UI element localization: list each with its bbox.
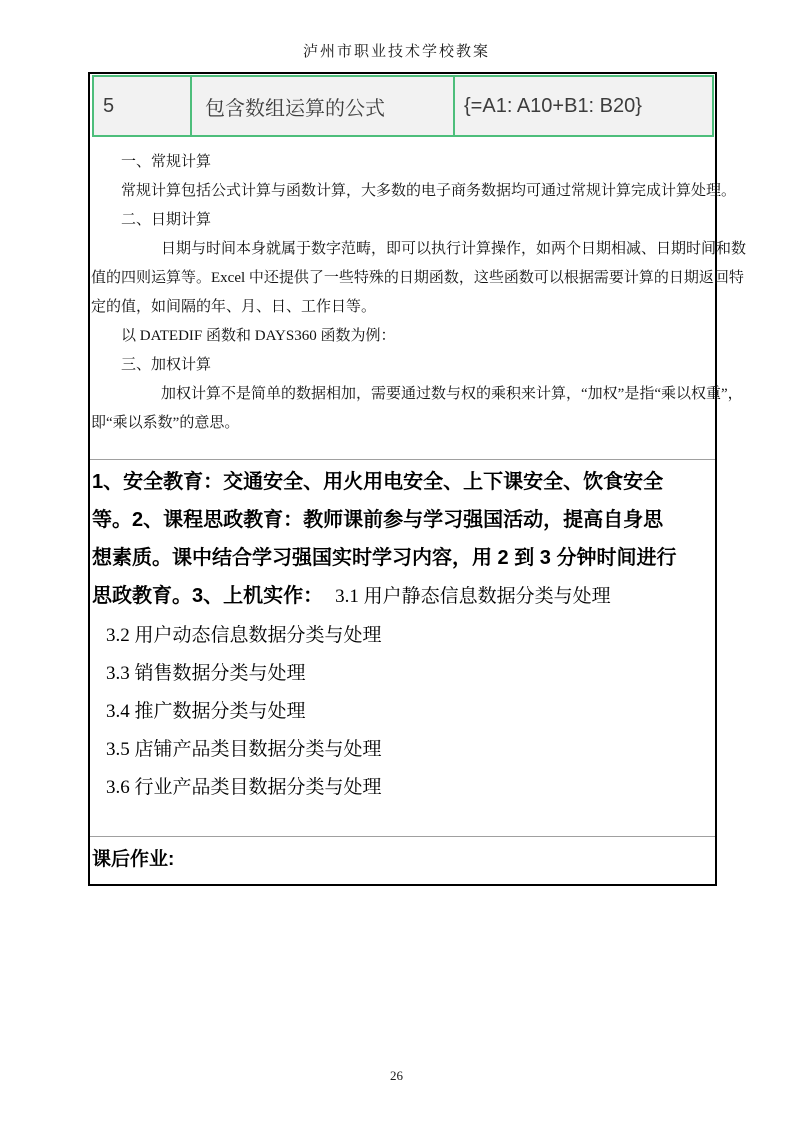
practice-item-first: 3.1 用户静态信息数据分类与处理 — [335, 586, 611, 607]
homework-label: 课后作业: — [92, 849, 175, 870]
education-bold-line: 等。2、课程思政教育：教师课前参与学习强国活动，提高自身思 — [92, 509, 664, 531]
page-number: 26 — [390, 1068, 403, 1083]
content-line: 一、常规计算 — [121, 154, 212, 170]
content-line: 二、日期计算 — [121, 212, 212, 228]
lecture-content — [90, 148, 747, 438]
content-line: 日期与时间本身就属于数字范畴，即可以执行计算操作，如两个日期相减、日期时间和数 — [161, 241, 747, 257]
formula-name-cell: 包含数组运算的公式 — [191, 76, 454, 136]
practice-item: 3.3 销售数据分类与处理 — [106, 663, 306, 684]
content-line: 值的四则运算等。Excel 中还提供了一些特殊的日期函数，这些函数可以根据需要计算的日期返回特 — [91, 270, 744, 286]
practice-item: 3.2 用户动态信息数据分类与处理 — [106, 625, 382, 646]
education-section-row — [90, 460, 715, 837]
formula-row — [93, 76, 713, 136]
practice-heading: 思政教育。3、上机实作： — [92, 585, 324, 607]
content-line: 加权计算不是简单的数据相加，需要通过数与权的乘积来计算，“加权”是指“乘以权重”， — [161, 386, 743, 402]
practice-item: 3.5 店铺产品类目数据分类与处理 — [106, 739, 382, 760]
content-line: 常规计算包括公式计算与函数计算，大多数的电子商务数据均可通过常规计算完成计算处理。 — [121, 183, 737, 199]
page-title: 泸州市职业技术学校教案 — [302, 44, 490, 60]
content-line: 三、加权计算 — [121, 357, 212, 373]
practice-item: 3.6 行业产品类目数据分类与处理 — [106, 777, 382, 798]
education-bold-lines — [92, 463, 715, 577]
homework-row — [90, 837, 715, 883]
education-bold-line: 1、安全教育：交通安全、用火用电安全、上下课安全、饮食安全 — [92, 471, 664, 493]
practice-items-list — [92, 617, 715, 807]
formula-type-table — [92, 75, 714, 137]
content-line: 定的值，如间隔的年、月、日、工作日等。 — [91, 299, 377, 315]
content-line: 即“乘以系数”的意思。 — [91, 415, 240, 431]
formula-example-cell: {=A1: A10+B1: B20} — [454, 76, 713, 136]
education-mixed-line — [92, 577, 715, 617]
lecture-content-row — [90, 75, 747, 460]
practice-item: 3.4 推广数据分类与处理 — [106, 701, 306, 722]
content-line: 以 DATEDIF 函数和 DAYS360 函数为例： — [121, 328, 396, 344]
lesson-plan-table — [88, 72, 747, 886]
formula-row-number-cell: 5 — [93, 76, 191, 136]
education-bold-line: 想素质。课中结合学习强国实时学习内容，用 2 到 3 分钟时间进行 — [92, 547, 677, 569]
